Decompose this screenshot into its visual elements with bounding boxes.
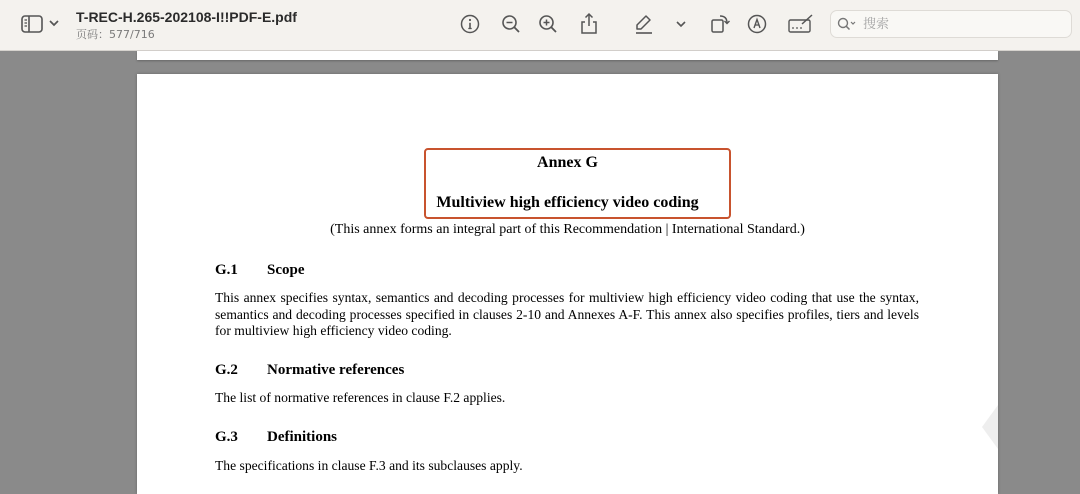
section-heading-definitions (215, 429, 337, 446)
annex-title: Annex G (537, 154, 598, 171)
sidebar-toggle-icon[interactable] (20, 14, 44, 34)
section-title: Scope (267, 262, 305, 278)
previous-page (137, 51, 998, 60)
section-number: G.1 (215, 262, 238, 278)
section-text-normative-references: The list of normative references in clause F.2 applies. (215, 390, 506, 405)
section-number: G.3 (215, 429, 238, 445)
signature-icon[interactable] (787, 13, 815, 35)
search-box[interactable] (830, 10, 1072, 38)
section-title: Definitions (267, 429, 338, 445)
document-title: T-REC-H.265-202108-I!!PDF-E.pdf (76, 9, 297, 25)
pdf-page (137, 74, 998, 494)
page-scroll-arrow[interactable] (982, 405, 998, 449)
search-input[interactable] (861, 16, 1055, 33)
section-title: Normative references (267, 362, 405, 378)
markup-icon[interactable] (746, 13, 768, 35)
share-icon[interactable] (578, 11, 600, 35)
section-number: G.2 (215, 362, 238, 378)
annex-subtitle: Multiview high efficiency video coding (436, 194, 699, 211)
info-icon[interactable] (459, 13, 481, 35)
annex-note: (This annex forms an integral part of this Recommendation | International Standard.) (330, 222, 805, 237)
search-icon (837, 17, 857, 31)
zoom-in-icon[interactable] (537, 13, 559, 35)
highlight-pen-icon[interactable] (632, 12, 656, 36)
section-heading-scope (215, 262, 305, 279)
page-indicator: 页码：577/716 (76, 28, 155, 41)
section-text-definitions: The specifications in clause F.3 and its subclauses apply. (215, 458, 523, 473)
zoom-out-icon[interactable] (500, 13, 522, 35)
rotate-icon[interactable] (708, 11, 732, 35)
highlight-options-chevron-icon[interactable] (675, 18, 687, 30)
toolbar (0, 0, 1080, 51)
section-text-scope: This annex specifies syntax, semantics and decoding processes for multiview high efficiency video coding that use the syntax, semantics and decoding processes specified in clauses 2-10 and Annexes A-F. This annex also specifies profiles, tiers and levels for multiview high efficiency video coding. (215, 290, 919, 338)
section-heading-normative-references (215, 362, 404, 379)
chevron-down-icon[interactable] (48, 17, 60, 29)
